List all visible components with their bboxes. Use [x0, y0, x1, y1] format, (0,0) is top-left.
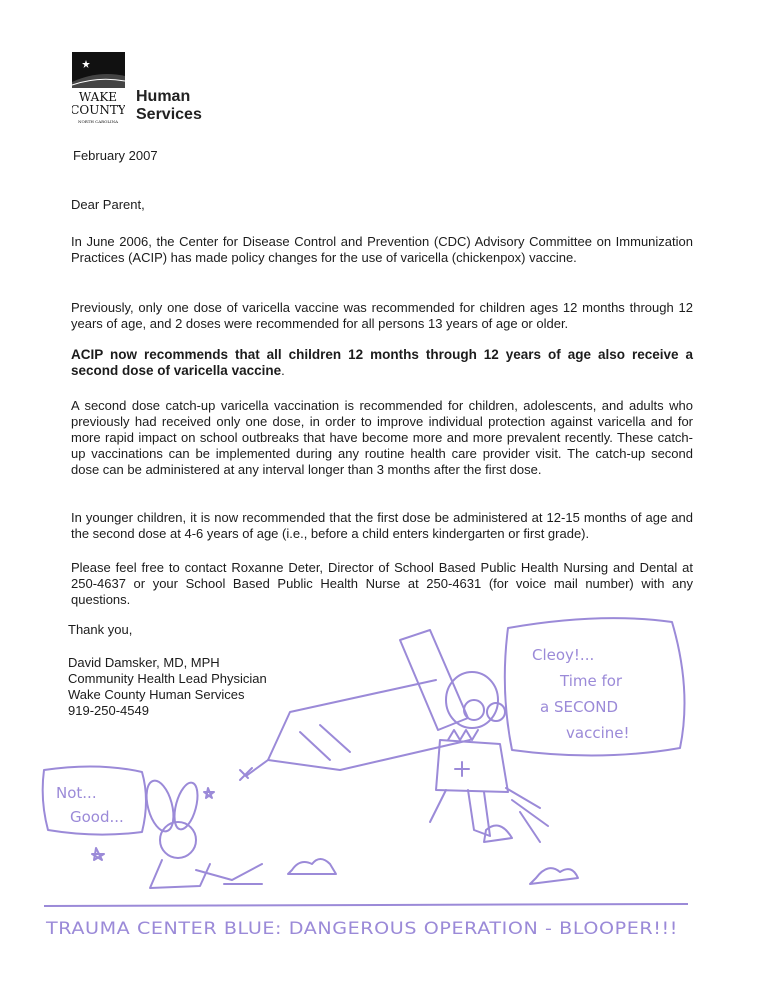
syringe-barrel: [268, 680, 470, 770]
signature-name: David Damsker, MD, MPH: [68, 655, 220, 670]
dust-cloud-1: [288, 859, 336, 874]
department-name: [136, 88, 202, 124]
paragraph-3-end: .: [281, 363, 285, 378]
signature-phone: 919-250-4549: [68, 703, 149, 718]
paragraph-3: [71, 347, 693, 379]
speech-left-line2: Good...: [70, 808, 124, 826]
paragraph-6: Please feel free to contact Roxanne Deter, Director of School Based Public Health Nursing and Dental at 250-4637 or your School Based Public Health Nurse at 250-4631 (for voice mail number) with any questions.: [71, 560, 693, 607]
salutation: Dear Parent,: [71, 197, 145, 212]
speech-right-line4: vaccine!: [566, 724, 630, 742]
speech-bubble-right: [505, 618, 685, 755]
logo-text-line1: WAKE: [78, 90, 118, 104]
speech-left-line1: Not...: [56, 784, 97, 802]
department-line2: Services: [136, 106, 202, 123]
logo-text-line3: NORTH CAROLINA: [77, 119, 119, 124]
dust-cloud-2: [530, 868, 578, 884]
caption-underline: [44, 904, 688, 906]
paragraph-1: In June 2006, the Center for Disease Control and Prevention (CDC) Advisory Committee on Immunization Practices (ACIP) has made policy changes for the use of varicella (chickenpox) vaccine.: [71, 234, 693, 265]
paragraph-3-bold: ACIP now recommends that all children 12 months through 12 years of age also receive a second dose of varicella vaccine: [71, 347, 693, 378]
fallen-character-head: [160, 822, 196, 858]
department-line1: Human: [136, 88, 191, 105]
signature-title: Community Health Lead Physician: [68, 671, 267, 686]
doodle-caption: TRAUMA CENTER BLUE: DANGEROUS OPERATION - BLOOPER!!!: [44, 919, 679, 938]
speech-bubble-left: [43, 766, 146, 834]
paragraph-2: Previously, only one dose of varicella vaccine was recommended for children ages 12 months through 12 years of age, and 2 doses were recommended for all persons 13 years of age or older.: [71, 300, 693, 331]
nurse-body: [436, 740, 508, 792]
closing: Thank you,: [68, 622, 133, 637]
signature-org: Wake County Human Services: [68, 687, 245, 702]
speech-right-line3: a SECOND: [540, 698, 619, 716]
letter-date: February 2007: [73, 148, 158, 163]
syringe-needle: [246, 760, 268, 776]
speech-right-line1: Cleoy!...: [532, 646, 595, 664]
syringe-plunger: [400, 630, 468, 730]
signature-block: [68, 655, 267, 719]
nurse-head: [446, 672, 498, 728]
logo-text-line2: COUNTY: [72, 103, 125, 117]
paragraph-4: A second dose catch-up varicella vaccination is recommended for children, adolescents, and adults who previously had received only one dose, in order to improve individual protection against varicella and for more rapid impact on school outbreaks that have become more and more prevalent recently. These catch-up vaccinations can be implemented during any routine health care provider visit. The catch-up second dose can be administered at any interval longer than 3 months after the first dose.: [71, 398, 693, 477]
speech-right-line2: Time for: [560, 672, 623, 690]
paragraph-5: In younger children, it is now recommended that the first dose be administered at 12-15 months of age and the second dose at 4-6 years of age (i.e., before a child enters kindergarten or first grade).: [71, 510, 693, 541]
wake-county-logo: [72, 52, 125, 126]
